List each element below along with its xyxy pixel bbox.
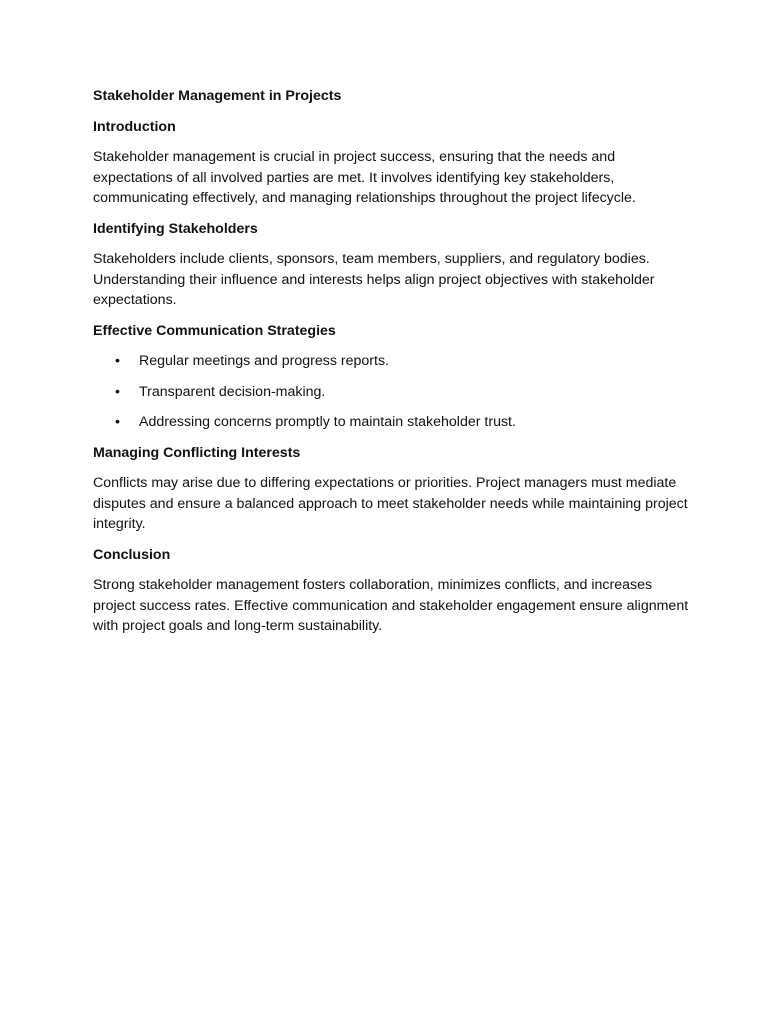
section-paragraph-identifying-stakeholders: Stakeholders include clients, sponsors, team members, suppliers, and regulatory bodies. Understanding their influence and interests helps align project objectives with stakeholder expectations. bbox=[93, 251, 655, 308]
bullet-icon: • bbox=[115, 414, 120, 430]
list-item-text: Addressing concerns promptly to maintain stakeholder trust. bbox=[139, 414, 516, 430]
communication-strategies-list bbox=[93, 351, 693, 433]
section-heading-conclusion: Conclusion bbox=[93, 546, 171, 563]
document-page bbox=[93, 86, 693, 647]
section-paragraph-introduction: Stakeholder management is crucial in project success, ensuring that the needs and expectations of all involved parties are met. It involves identifying key stakeholders, communicating effectively, and managing relationships throughout the project lifecycle. bbox=[93, 149, 636, 206]
list-item-text: Transparent decision-making. bbox=[139, 383, 326, 400]
list-item bbox=[93, 351, 693, 372]
list-item-text: Regular meetings and progress reports. bbox=[139, 353, 389, 369]
list-item bbox=[93, 382, 693, 403]
section-heading-introduction: Introduction bbox=[93, 118, 176, 135]
bullet-icon: • bbox=[115, 383, 120, 400]
section-heading-communication-strategies: Effective Communication Strategies bbox=[93, 322, 336, 339]
section-heading-conflicting-interests: Managing Conflicting Interests bbox=[93, 444, 301, 461]
section-paragraph-conclusion: Strong stakeholder management fosters collaboration, minimizes conflicts, and increases project success rates. Effective communication and stakeholder engagement ensure alignment with project goals and long-term sustainability. bbox=[93, 577, 689, 634]
bullet-icon: • bbox=[115, 353, 120, 369]
section-paragraph-conflicting-interests: Conflicts may arise due to differing expectations or priorities. Project managers must mediate disputes and ensure a balanced approach to meet stakeholder needs while maintaining project integrity. bbox=[93, 475, 688, 532]
list-item bbox=[93, 412, 693, 433]
document-title: Stakeholder Management in Projects bbox=[93, 88, 342, 104]
section-heading-identifying-stakeholders: Identifying Stakeholders bbox=[93, 220, 258, 237]
